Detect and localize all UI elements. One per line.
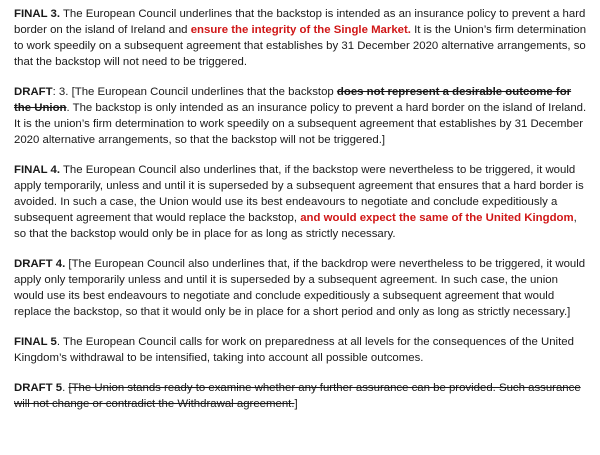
final-3-text-start: The European Council underlines that the backstop is intended as an insurance policy to prevent a hard border on the island of Ireland and bbox=[14, 8, 586, 36]
draft-3-struck-text: does not represent a desirable outcome for the Union bbox=[14, 86, 572, 114]
draft-5-label: DRAFT 5 bbox=[14, 382, 63, 394]
draft-4-text: [The European Council also underlines that, if the backdrop were nevertheless to be triggered, it would apply only temporarily unless and until it is superseded by a subsequent agreement. In such case, the union would use its best endeavours to negotiate and conclude expeditiously a subsequent agreement that would replace the backstop, so that it would only be in place for a short period and only as long as strictly necessary.] bbox=[14, 258, 586, 318]
draft-3-text-end: . The backstop is only intended as an insurance policy to prevent a hard border on the island of Ireland. It is the union’s firm determination to work speedily on a subsequent agreement that establishes by 31 December 2020 alternative arrangements, so that the backstop will not be triggered.] bbox=[14, 102, 587, 146]
draft-4-label: DRAFT 4. bbox=[14, 258, 66, 270]
final-3-highlight: ensure the integrity of the Single Market. bbox=[190, 24, 411, 36]
paragraph-draft-4 bbox=[14, 256, 588, 320]
paragraph-draft-3 bbox=[14, 84, 588, 148]
paragraph-draft-5 bbox=[14, 380, 588, 412]
draft-3-text-start: : 3. [The European Council underlines that the backstop bbox=[52, 86, 337, 98]
draft-5-struck-text: [The Union stands ready to examine whether any further assurance can be provided. Such assurance will not change or contradict the Withdrawal agreement. bbox=[14, 382, 581, 410]
final-3-label: FINAL 3. bbox=[14, 8, 60, 20]
final-3-text-end: It is the Union’s firm determination to work speedily on a subsequent agreement that establishes by 31 December 2020 alternative arrangements, so that the backstop will not need to be triggered. bbox=[14, 24, 587, 68]
final-4-text-end: , so that the backstop would only be in place for as long as strictly necessary. bbox=[14, 212, 577, 240]
draft-5-text-end: ] bbox=[294, 398, 298, 410]
final-4-text-start: The European Council also underlines that, if the backstop were nevertheless to be triggered, it would apply temporarily, unless and until it is superseded by a subsequent agreement that ensures that a hard border is avoided. In such a case, the Union would use its best endeavours to negotiate and conclude expeditiously a subsequent agreement that would replace the backstop, bbox=[14, 164, 584, 224]
paragraph-final-5 bbox=[14, 334, 588, 366]
document-body bbox=[14, 6, 588, 426]
paragraph-final-3 bbox=[14, 6, 588, 70]
draft-3-label: DRAFT bbox=[14, 86, 53, 98]
final-4-label: FINAL 4. bbox=[14, 164, 60, 176]
paragraph-final-4 bbox=[14, 162, 588, 242]
final-5-text: . The European Council calls for work on preparedness at all levels for the consequences of the United Kingdom’s withdrawal to be intensified, taking into account all possible outcomes. bbox=[14, 336, 574, 364]
final-5-label: FINAL 5 bbox=[14, 336, 57, 348]
draft-5-text-start: . bbox=[62, 382, 69, 394]
final-4-highlight: and would expect the same of the United Kingdom bbox=[300, 212, 574, 224]
